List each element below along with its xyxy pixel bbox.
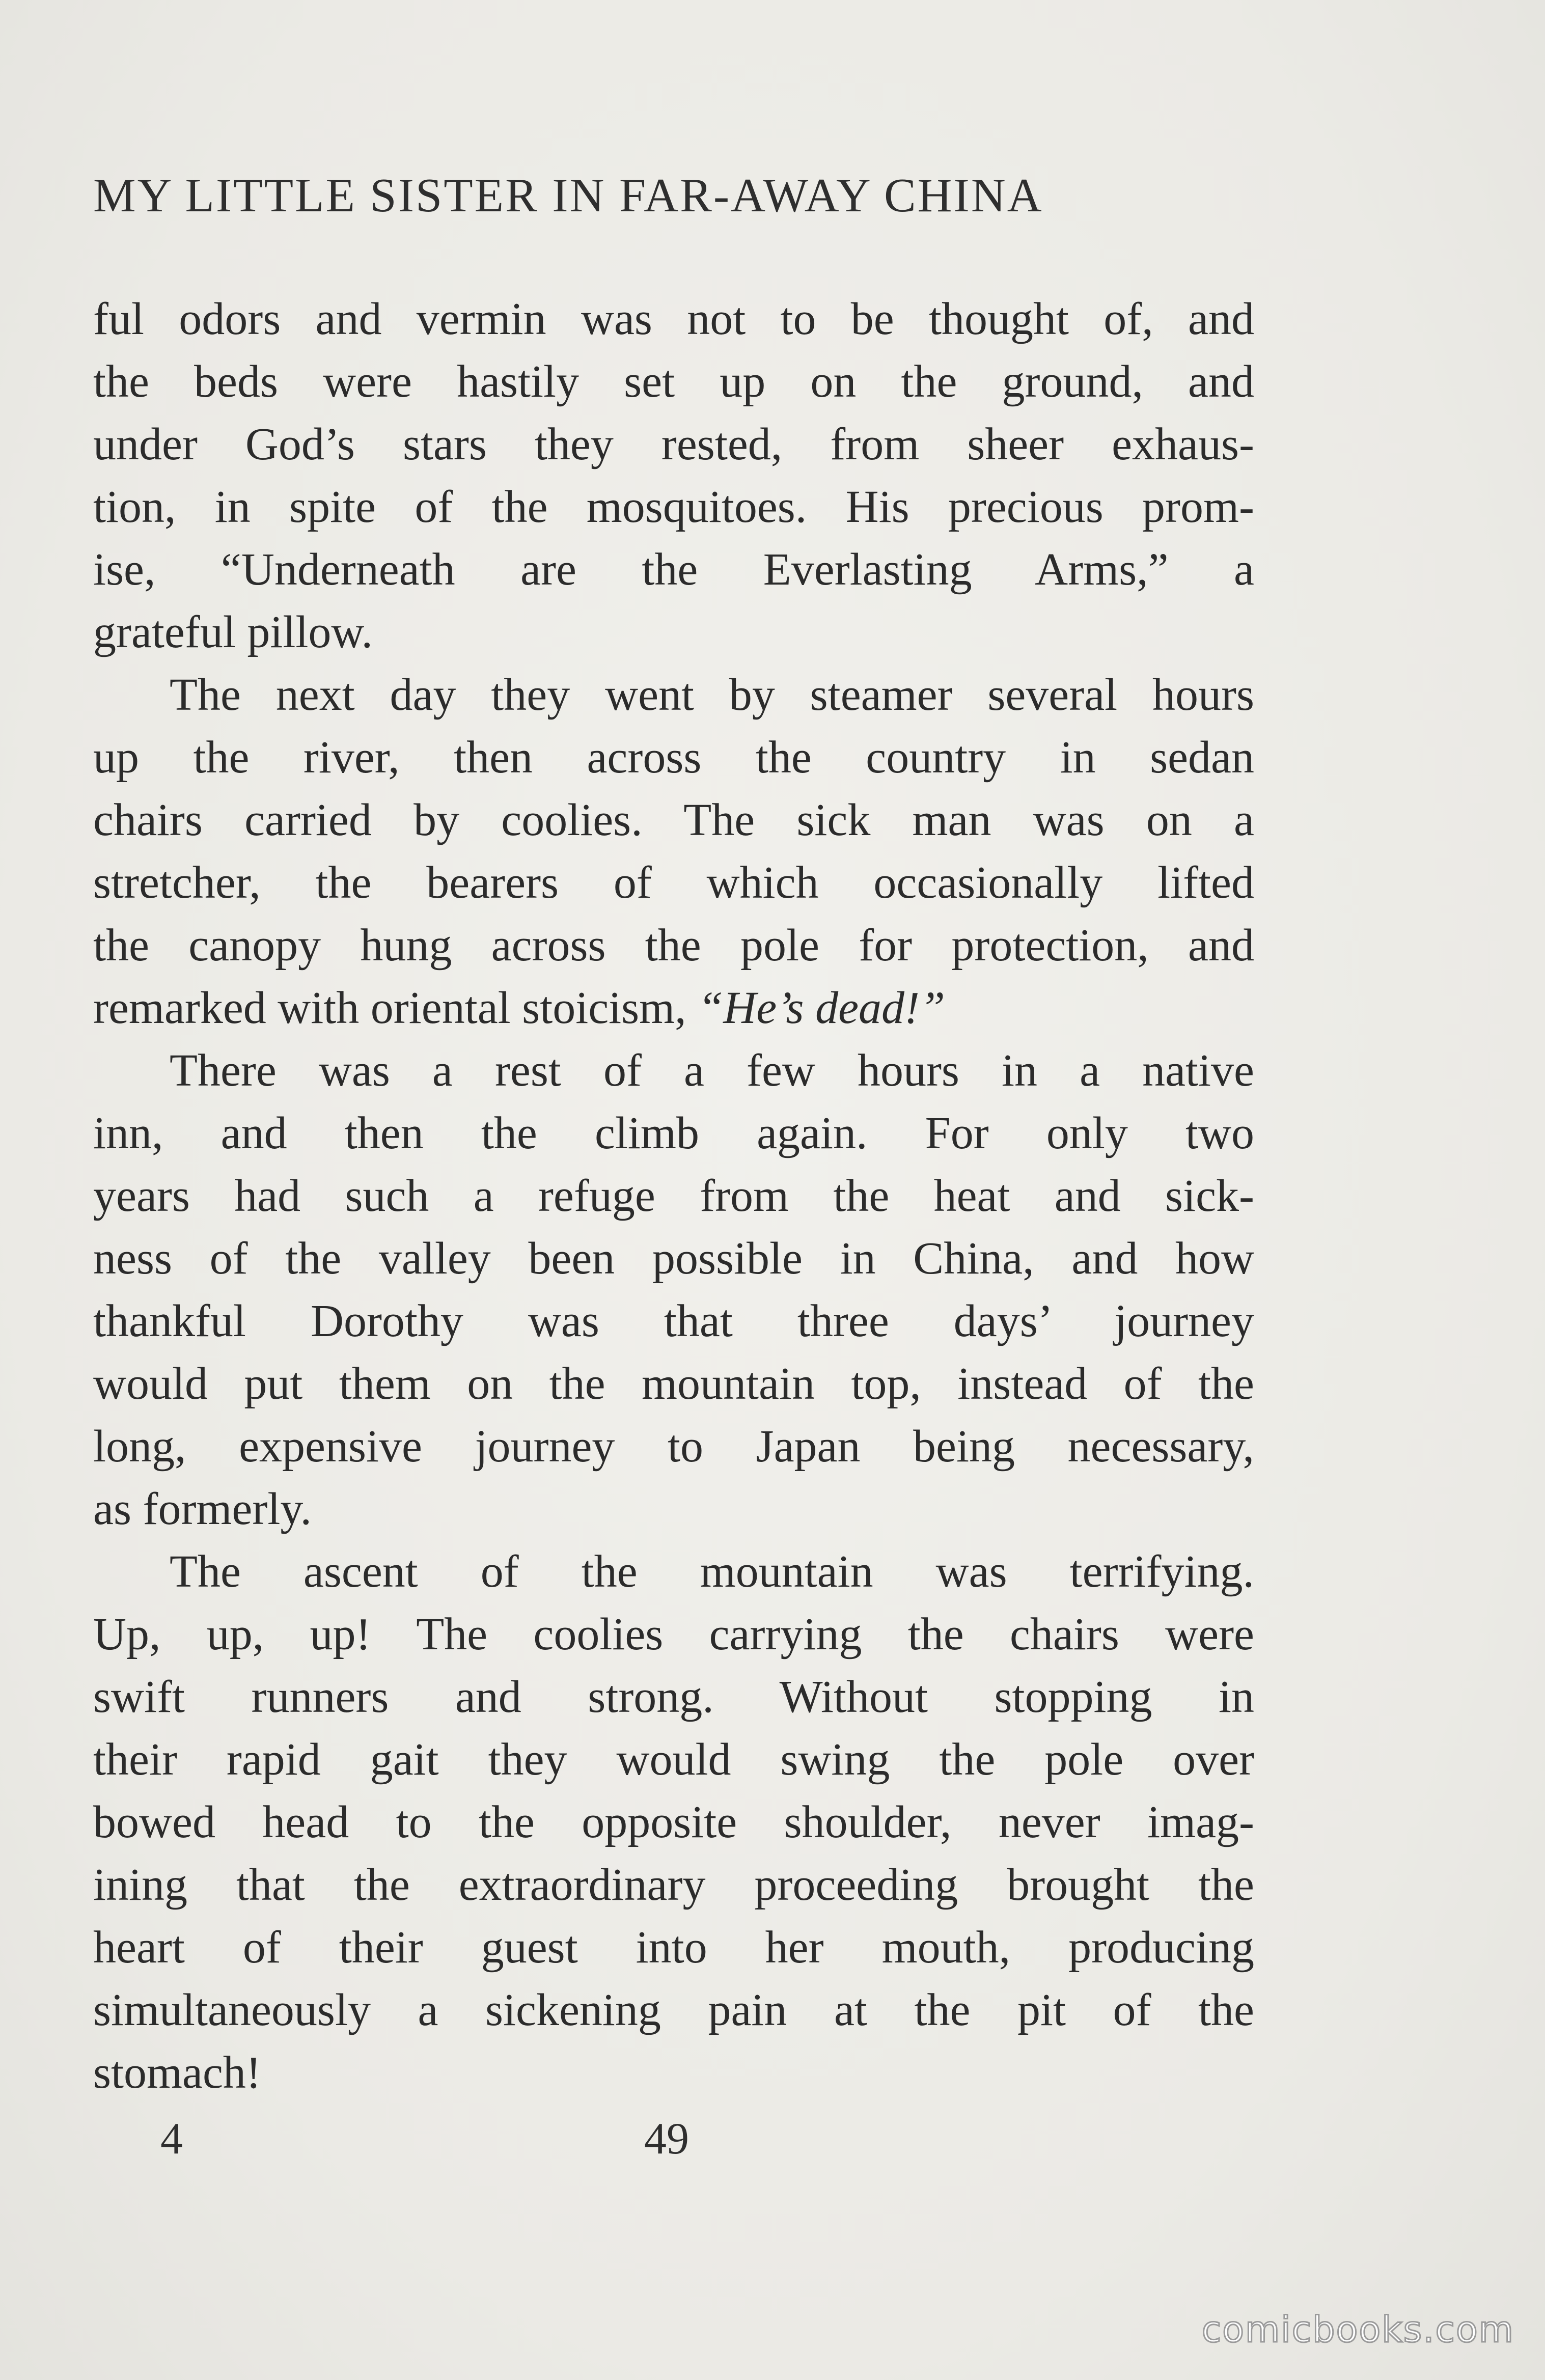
text-line: ness of the valley been possible in China, and how (93, 1233, 1254, 1284)
text-line: chairs carried by coolies. The sick man was on a (93, 795, 1254, 845)
text-line: thankful Dorothy was that three days’ journey (93, 1296, 1254, 1346)
watermark-logo: comicbooks.com (1201, 2309, 1514, 2350)
text-line: under God’s stars they rested, from sheer exhaus- (93, 419, 1254, 469)
text-line: ise, “Underneath are the Everlasting Arms,” a (93, 544, 1254, 595)
text-line: the canopy hung across the pole for protection, and (93, 920, 1254, 971)
italic-quote: “He’s dead!” (698, 983, 946, 1033)
text-line: swift runners and strong. Without stopping in (93, 1672, 1254, 1722)
text-line: simultaneously a sickening pain at the pit of the (93, 1985, 1254, 2035)
text-line: up the river, then across the country in sedan (93, 732, 1254, 783)
text-line: as formerly. (93, 1484, 312, 1534)
text-line: grateful pillow. (93, 607, 373, 657)
text-line: ful odors and vermin was not to be thought of, and (93, 294, 1254, 344)
text-line: bowed head to the opposite shoulder, never imag- (93, 1797, 1254, 1847)
text-line: The ascent of the mountain was terrifying. (170, 1546, 1254, 1597)
text-line: would put them on the mountain top, instead of the (93, 1359, 1254, 1409)
text-span: remarked with oriental stoicism, (93, 983, 698, 1033)
page-number: 49 (644, 2114, 689, 2164)
text-line: ining that the extraordinary proceeding brought the (93, 1860, 1254, 1910)
running-head: MY LITTLE SISTER IN FAR-AWAY CHINA (93, 169, 1043, 222)
text-line: stomach! (93, 2047, 261, 2098)
text-line: tion, in spite of the mosquitoes. His precious prom- (93, 482, 1254, 532)
text-line: There was a rest of a few hours in a native (170, 1045, 1254, 1096)
signature-mark: 4 (160, 2114, 183, 2164)
text-line: heart of their guest into her mouth, producing (93, 1922, 1254, 1973)
text-line: the beds were hastily set up on the ground, and (93, 356, 1254, 407)
text-line: stretcher, the bearers of which occasionally lifted (93, 857, 1254, 908)
text-line: long, expensive journey to Japan being necessary, (93, 1421, 1254, 1472)
body-text (93, 288, 1254, 2104)
text-line (93, 977, 1254, 1039)
text-line: inn, and then the climb again. For only two (93, 1108, 1254, 1158)
text-line: years had such a refuge from the heat and sick- (93, 1171, 1254, 1221)
text-line: their rapid gait they would swing the pole over (93, 1734, 1254, 1785)
text-line: Up, up, up! The coolies carrying the chairs were (93, 1609, 1254, 1659)
text-line: The next day they went by steamer several hours (170, 670, 1254, 720)
